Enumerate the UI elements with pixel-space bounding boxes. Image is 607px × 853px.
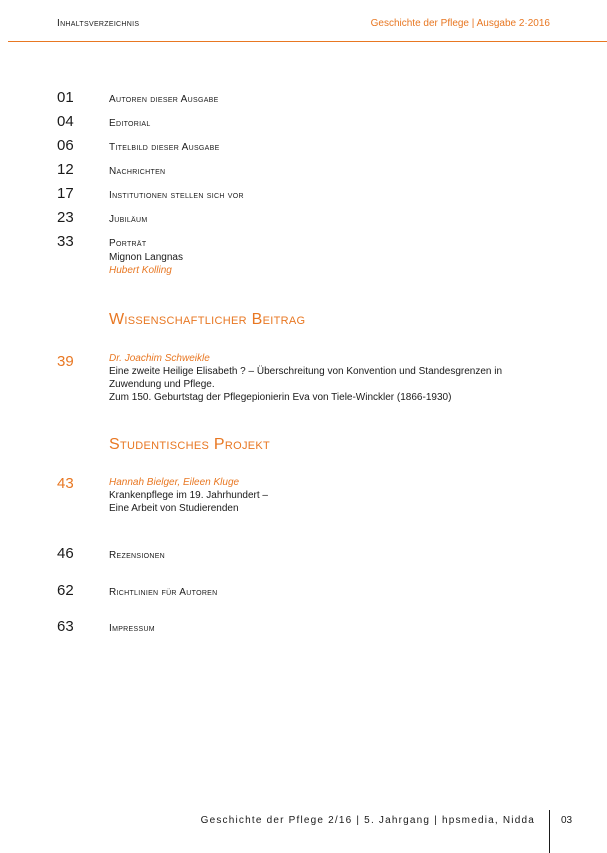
toc-article-line: Krankenpflege im 19. Jahrhundert – xyxy=(109,490,268,501)
section-heading: Studentisches Projekt xyxy=(109,436,271,453)
toc-title: Jubiläum xyxy=(109,214,148,225)
toc-title: Autoren dieser Ausgabe xyxy=(109,94,219,105)
footer-divider xyxy=(549,810,550,853)
toc-title: Titelbild dieser Ausgabe xyxy=(109,142,220,153)
toc-page-number: 04 xyxy=(57,113,74,130)
toc-page-number: 39 xyxy=(57,353,74,370)
toc-article-block xyxy=(109,352,549,404)
footer-journal-info: Geschichte der Pflege 2/16 | 5. Jahrgang | hpsmedia, Nidda xyxy=(200,815,535,826)
running-header-section: Inhaltsverzeichnis xyxy=(57,18,140,29)
toc-article-line: Zum 150. Geburtstag der Pflegepionierin Eva von Tiele-Winckler (1866-1930) xyxy=(109,392,452,403)
toc-page-number: 23 xyxy=(57,209,74,226)
toc-page-number: 12 xyxy=(57,161,74,178)
toc-title: Impressum xyxy=(109,623,155,634)
header-divider xyxy=(8,41,607,42)
toc-article-block xyxy=(109,476,549,515)
toc-page-number: 46 xyxy=(57,545,74,562)
toc-title: Rezensionen xyxy=(109,550,166,561)
page-number: 03 xyxy=(561,815,573,826)
toc-subtitle: Mignon Langnas xyxy=(109,252,183,263)
toc-article-line: Zuwendung und Pflege. xyxy=(109,379,215,390)
toc-author: Hubert Kolling xyxy=(109,265,172,276)
toc-page-number: 01 xyxy=(57,89,74,106)
toc-author: Hannah Bielger, Eileen Kluge xyxy=(109,477,240,488)
toc-title: Richtlinien für Autoren xyxy=(109,587,218,598)
section-heading: Wissenschaftlicher Beitrag xyxy=(109,311,306,328)
toc-title: Nachrichten xyxy=(109,166,166,177)
running-header-journal: Geschichte der Pflege | Ausgabe 2·2016 xyxy=(370,18,550,29)
toc-page-number: 62 xyxy=(57,582,74,599)
toc-article-line: Eine zweite Heilige Elisabeth ? – Überschreitung von Konvention und Standesgrenzen in xyxy=(109,366,503,377)
toc-author: Dr. Joachim Schweikle xyxy=(109,353,210,364)
toc-title: Editorial xyxy=(109,118,151,129)
toc-page-number: 06 xyxy=(57,137,74,154)
toc-page-number: 33 xyxy=(57,233,74,250)
toc-article-line: Eine Arbeit von Studierenden xyxy=(109,503,239,514)
toc-title: Institutionen stellen sich vor xyxy=(109,190,244,201)
toc-page-number: 17 xyxy=(57,185,74,202)
toc-page-number: 43 xyxy=(57,475,74,492)
toc-page-number: 63 xyxy=(57,618,74,635)
toc-title: Porträt xyxy=(109,238,147,249)
